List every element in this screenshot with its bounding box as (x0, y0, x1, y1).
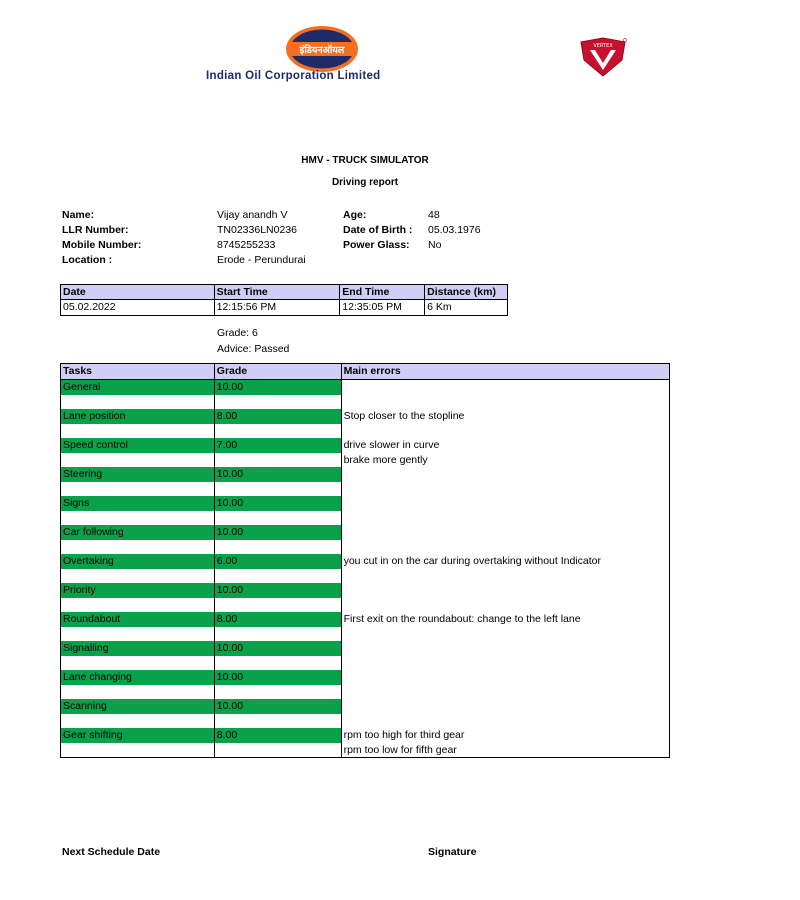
task-name (61, 511, 215, 526)
task-grade: 10.00 (214, 670, 341, 685)
table-row-continuation (61, 540, 670, 555)
table-row (61, 670, 670, 685)
task-name: Speed control (61, 438, 215, 453)
task-grade (214, 453, 341, 468)
task-grade: 10.00 (214, 380, 341, 395)
table-row-continuation (61, 627, 670, 642)
task-name: Lane position (61, 409, 215, 424)
task-error: brake more gently (341, 453, 669, 468)
task-name (61, 540, 215, 555)
task-grade (214, 627, 341, 642)
age-label: Age: (343, 209, 367, 221)
signature-label: Signature (428, 846, 477, 858)
task-error (341, 525, 669, 540)
advice: Advice: Passed (217, 343, 290, 355)
task-name (61, 395, 215, 410)
task-grade (214, 569, 341, 584)
session-table (60, 284, 508, 316)
task-grade (214, 685, 341, 700)
task-grade: 7.00 (214, 438, 341, 453)
task-grade: 10.00 (214, 496, 341, 511)
table-row (61, 380, 670, 395)
task-grade (214, 656, 341, 671)
task-name (61, 714, 215, 729)
task-error (341, 569, 669, 584)
task-grade: 8.00 (214, 612, 341, 627)
task-name (61, 627, 215, 642)
task-name: Roundabout (61, 612, 215, 627)
table-row (61, 496, 670, 511)
session-end-time: 12:35:05 PM (340, 300, 425, 316)
power-glass-value: No (428, 239, 442, 251)
table-row (61, 409, 670, 424)
doc-title: HMV - TRUCK SIMULATOR (301, 155, 429, 166)
task-error: rpm too high for third gear (341, 728, 669, 743)
table-row (61, 554, 670, 569)
tasks-header-grade: Grade (214, 364, 341, 380)
task-error (341, 641, 669, 656)
task-name (61, 656, 215, 671)
task-error: drive slower in curve (341, 438, 669, 453)
task-name (61, 685, 215, 700)
next-schedule-date-label: Next Schedule Date (62, 846, 161, 858)
task-grade: 8.00 (214, 409, 341, 424)
doc-subtitle: Driving report (331, 177, 399, 188)
location-value: Erode - Perundurai (217, 254, 306, 266)
task-error (341, 714, 669, 729)
task-error (341, 511, 669, 526)
table-row-continuation (61, 656, 670, 671)
task-grade (214, 598, 341, 613)
task-name: Gear shifting (61, 728, 215, 743)
table-row (61, 612, 670, 627)
task-grade: 10.00 (214, 525, 341, 540)
task-error (341, 424, 669, 439)
table-row-continuation (61, 685, 670, 700)
session-header-start: Start Time (214, 285, 340, 300)
task-grade: 10.00 (214, 641, 341, 656)
session-distance: 6 Km (425, 300, 508, 316)
table-row-continuation (61, 714, 670, 729)
task-grade: 6.00 (214, 554, 341, 569)
task-name (61, 569, 215, 584)
tasks-table (60, 363, 670, 758)
task-name (61, 453, 215, 468)
vertex-logo-text: VERTEX (593, 43, 613, 49)
table-row-continuation (61, 395, 670, 410)
task-error (341, 467, 669, 482)
task-error (341, 380, 669, 395)
task-error: you cut in on the car during overtaking without Indicator (341, 554, 669, 569)
task-error (341, 656, 669, 671)
task-name (61, 424, 215, 439)
task-grade (214, 743, 341, 758)
task-error: rpm too low for fifth gear (341, 743, 669, 758)
task-grade (214, 511, 341, 526)
table-row-continuation (61, 482, 670, 497)
table-row-continuation (61, 598, 670, 613)
task-grade (214, 714, 341, 729)
table-row-continuation (61, 569, 670, 584)
overall-grade: Grade: 6 (217, 327, 258, 339)
table-row-continuation (61, 453, 670, 468)
task-grade: 10.00 (214, 699, 341, 714)
task-error (341, 699, 669, 714)
llr-label: LLR Number: (62, 224, 129, 236)
task-grade (214, 395, 341, 410)
task-error (341, 670, 669, 685)
location-label: Location : (62, 254, 113, 266)
task-error (341, 395, 669, 410)
task-name: Signalling (61, 641, 215, 656)
table-row (61, 641, 670, 656)
table-row (61, 525, 670, 540)
task-grade: 10.00 (214, 583, 341, 598)
task-error (341, 540, 669, 555)
table-row (61, 699, 670, 714)
task-error: Stop closer to the stopline (341, 409, 669, 424)
company-name: Indian Oil Corporation Limited (206, 70, 381, 82)
task-name: Steering (61, 467, 215, 482)
dob-value: 05.03.1976 (428, 224, 481, 236)
tasks-header-task: Tasks (61, 364, 215, 380)
task-grade: 8.00 (214, 728, 341, 743)
task-name: Lane changing (61, 670, 215, 685)
session-date: 05.02.2022 (61, 300, 215, 316)
task-grade (214, 540, 341, 555)
table-row (61, 583, 670, 598)
task-error (341, 685, 669, 700)
table-row (61, 438, 670, 453)
table-row-continuation (61, 511, 670, 526)
task-name (61, 482, 215, 497)
task-name: Overtaking (61, 554, 215, 569)
task-error (341, 482, 669, 497)
tasks-header-errors: Main errors (341, 364, 669, 380)
task-error (341, 598, 669, 613)
task-name (61, 743, 215, 758)
llr-value: TN02336LN0236 (217, 224, 297, 236)
session-header-end: End Time (340, 285, 425, 300)
task-error (341, 583, 669, 598)
task-error (341, 627, 669, 642)
table-row-continuation (61, 743, 670, 758)
dob-label: Date of Birth : (343, 224, 413, 236)
power-glass-label: Power Glass: (343, 239, 410, 251)
task-name: General (61, 380, 215, 395)
table-row (61, 728, 670, 743)
task-grade (214, 424, 341, 439)
session-header-distance: Distance (km) (425, 285, 508, 300)
vertex-logo (578, 36, 628, 78)
table-row-continuation (61, 424, 670, 439)
task-grade: 10.00 (214, 467, 341, 482)
mobile-label: Mobile Number: (62, 239, 142, 251)
task-name: Signs (61, 496, 215, 511)
indian-oil-logo (284, 24, 360, 74)
task-grade (214, 482, 341, 497)
task-name: Car following (61, 525, 215, 540)
task-name: Priority (61, 583, 215, 598)
task-error (341, 496, 669, 511)
session-start-time: 12:15:56 PM (214, 300, 340, 316)
session-header-date: Date (61, 285, 215, 300)
name-value: Vijay anandh V (217, 209, 288, 221)
indian-oil-logo-text: इंडियनऑयल (299, 45, 345, 56)
task-name: Scanning (61, 699, 215, 714)
task-name (61, 598, 215, 613)
name-label: Name: (62, 209, 95, 221)
table-row (61, 467, 670, 482)
age-value: 48 (428, 209, 440, 221)
mobile-value: 8745255233 (217, 239, 276, 251)
task-error: First exit on the roundabout: change to the left lane (341, 612, 669, 627)
